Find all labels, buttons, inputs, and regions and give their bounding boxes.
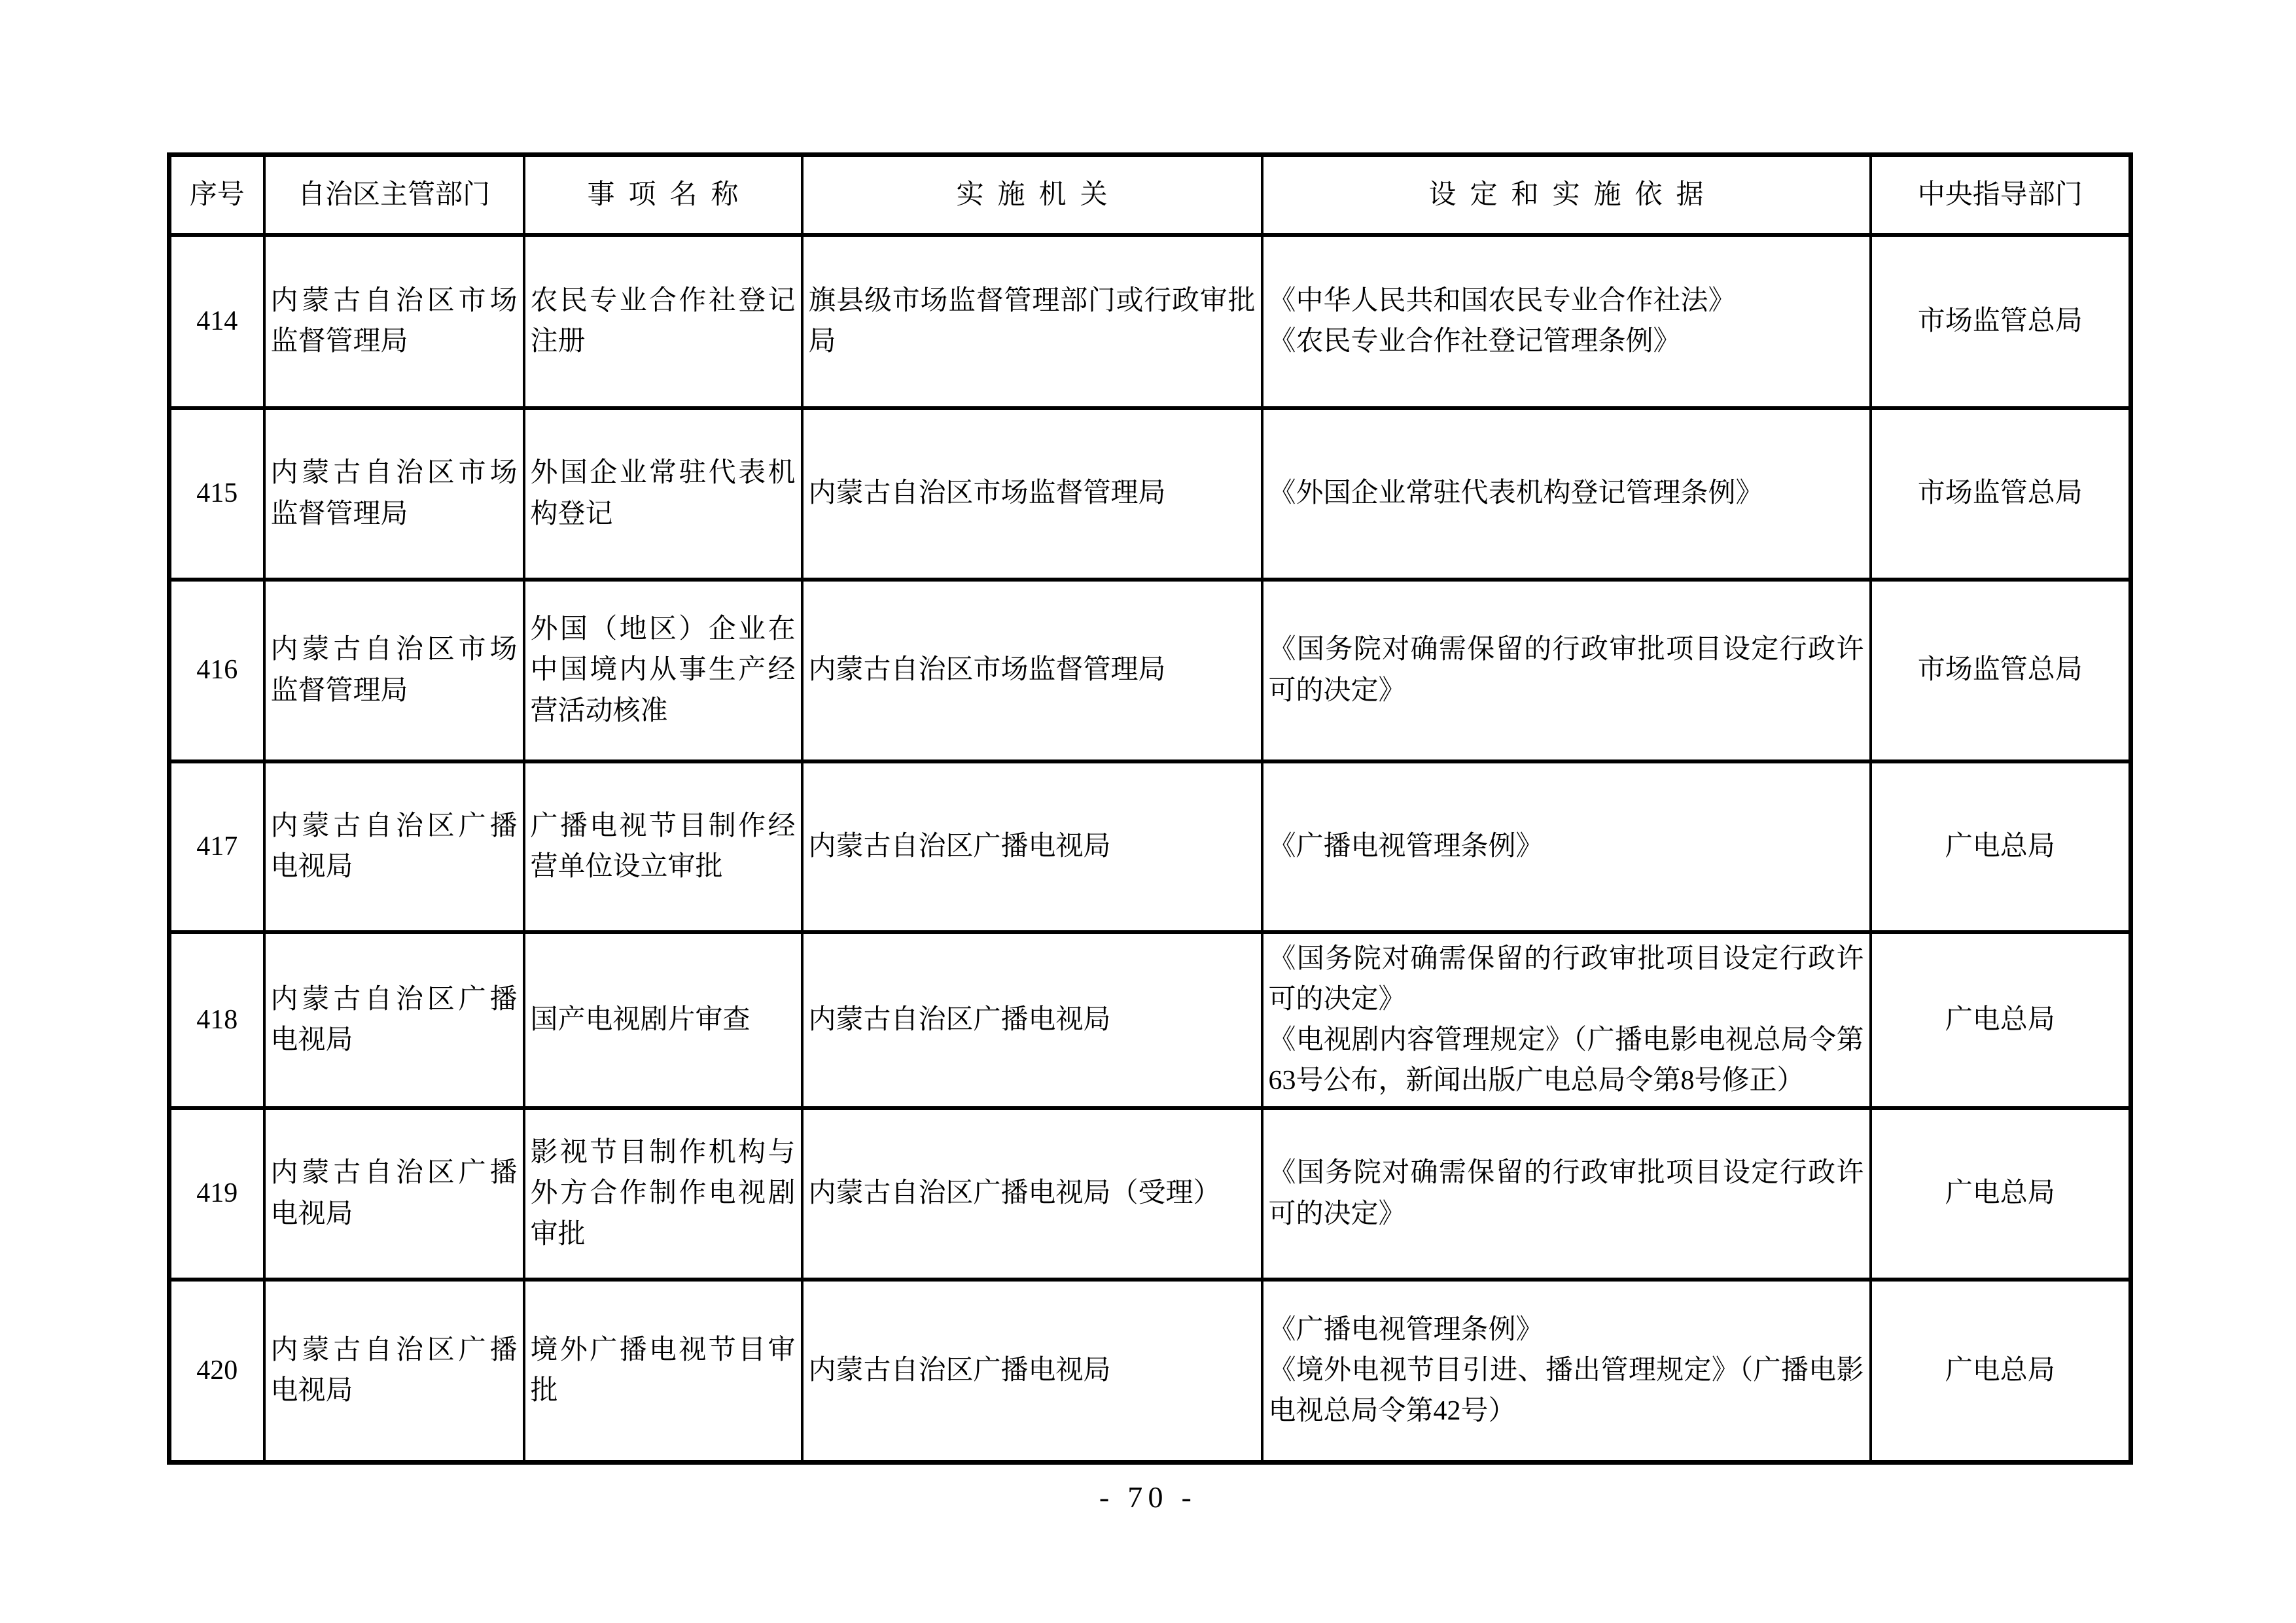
cell-basis xyxy=(1262,1280,1871,1463)
basis-line: 《电视剧内容管理规定》（广播电影电视总局令第63号公布，新闻出版广电总局令第8号修正） xyxy=(1268,1025,1864,1096)
cell-agency: 内蒙古自治区广播电视局 xyxy=(802,932,1262,1108)
col-header-item: 事项名称 xyxy=(524,155,802,235)
cell-agency: 旗县级市场监督管理部门或行政审批局 xyxy=(802,235,1262,408)
cell-item: 境外广播电视节目审批 xyxy=(524,1280,802,1463)
table-header-row xyxy=(169,155,2131,235)
approval-items-table xyxy=(167,152,2133,1465)
cell-basis xyxy=(1262,761,1871,932)
basis-line: 《境外电视节目引进、播出管理规定》（广播电影电视总局令第42号） xyxy=(1268,1355,1864,1427)
table-row xyxy=(169,408,2131,580)
col-header-basis: 设定和实施依据 xyxy=(1262,155,1871,235)
basis-line: 《农民专业合作社登记管理条例》 xyxy=(1268,326,1681,357)
cell-dept: 内蒙古自治区广播电视局 xyxy=(264,1108,524,1280)
cell-central: 广电总局 xyxy=(1871,1108,2131,1280)
table-row xyxy=(169,580,2131,761)
table-row xyxy=(169,932,2131,1108)
col-header-central: 中央指导部门 xyxy=(1871,155,2131,235)
basis-line: 《国务院对确需保留的行政审批项目设定行政许可的决定》 xyxy=(1268,635,1864,706)
cell-agency: 内蒙古自治区市场监督管理局 xyxy=(802,580,1262,761)
cell-dept: 内蒙古自治区市场监督管理局 xyxy=(264,408,524,580)
cell-dept: 内蒙古自治区广播电视局 xyxy=(264,1280,524,1463)
col-header-dept: 自治区主管部门 xyxy=(264,155,524,235)
cell-dept: 内蒙古自治区市场监督管理局 xyxy=(264,235,524,408)
table-row xyxy=(169,1280,2131,1463)
cell-basis xyxy=(1262,580,1871,761)
cell-central: 广电总局 xyxy=(1871,932,2131,1108)
cell-no: 415 xyxy=(169,408,264,580)
cell-no: 414 xyxy=(169,235,264,408)
col-header-no: 序号 xyxy=(169,155,264,235)
basis-line: 《广播电视管理条例》 xyxy=(1268,1315,1544,1346)
cell-central: 广电总局 xyxy=(1871,761,2131,932)
cell-no: 419 xyxy=(169,1108,264,1280)
basis-line: 《外国企业常驻代表机构登记管理条例》 xyxy=(1268,478,1763,509)
cell-agency: 内蒙古自治区广播电视局 xyxy=(802,1280,1262,1463)
cell-agency: 内蒙古自治区市场监督管理局 xyxy=(802,408,1262,580)
table-row xyxy=(169,1108,2131,1280)
basis-line: 《广播电视管理条例》 xyxy=(1268,831,1544,862)
cell-basis xyxy=(1262,932,1871,1108)
cell-agency: 内蒙古自治区广播电视局（受理） xyxy=(802,1108,1262,1280)
cell-no: 420 xyxy=(169,1280,264,1463)
basis-line: 《国务院对确需保留的行政审批项目设定行政许可的决定》 xyxy=(1268,943,1864,1015)
cell-central: 市场监管总局 xyxy=(1871,408,2131,580)
cell-item: 影视节目制作机构与外方合作制作电视剧审批 xyxy=(524,1108,802,1280)
cell-agency: 内蒙古自治区广播电视局 xyxy=(802,761,1262,932)
page-number: - 70 - xyxy=(1099,1480,1197,1514)
cell-dept: 内蒙古自治区广播电视局 xyxy=(264,932,524,1108)
col-header-agency: 实施机关 xyxy=(802,155,1262,235)
cell-no: 416 xyxy=(169,580,264,761)
cell-central: 广电总局 xyxy=(1871,1280,2131,1463)
cell-no: 418 xyxy=(169,932,264,1108)
cell-central: 市场监管总局 xyxy=(1871,235,2131,408)
basis-line: 《中华人民共和国农民专业合作社法》 xyxy=(1268,285,1736,316)
cell-item: 外国企业常驻代表机构登记 xyxy=(524,408,802,580)
cell-item: 国产电视剧片审查 xyxy=(524,932,802,1108)
cell-basis xyxy=(1262,1108,1871,1280)
cell-item: 外国（地区）企业在中国境内从事生产经营活动核准 xyxy=(524,580,802,761)
table-row xyxy=(169,761,2131,932)
cell-basis xyxy=(1262,235,1871,408)
cell-basis xyxy=(1262,408,1871,580)
basis-line: 《国务院对确需保留的行政审批项目设定行政许可的决定》 xyxy=(1268,1158,1864,1229)
cell-central: 市场监管总局 xyxy=(1871,580,2131,761)
cell-dept: 内蒙古自治区市场监督管理局 xyxy=(264,580,524,761)
cell-item: 广播电视节目制作经营单位设立审批 xyxy=(524,761,802,932)
table-row xyxy=(169,235,2131,408)
cell-dept: 内蒙古自治区广播电视局 xyxy=(264,761,524,932)
cell-no: 417 xyxy=(169,761,264,932)
cell-item: 农民专业合作社登记注册 xyxy=(524,235,802,408)
